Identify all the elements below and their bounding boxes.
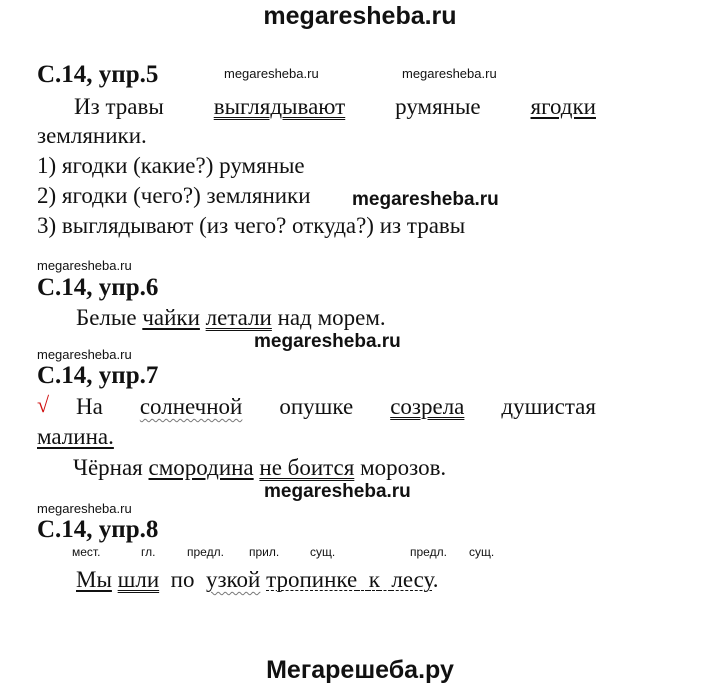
check-icon: √ [37, 392, 50, 417]
pos-label: предл. [410, 545, 447, 559]
ex8-sentence [76, 567, 439, 593]
word: опушке [279, 394, 354, 419]
adverbial: тропинке [266, 567, 358, 592]
ex8-title: С.14, упр.8 [37, 516, 159, 543]
watermark: megaresheba.ru [37, 501, 132, 516]
ex6-sentence [76, 305, 386, 331]
subject: Мы [76, 567, 112, 592]
pos-label: сущ. [469, 545, 495, 559]
ex7-title: С.14, упр.7 [37, 362, 159, 389]
ex7-sentence-line2 [37, 424, 114, 450]
word: . [432, 567, 439, 592]
ex5-item: 1) ягодки (какие?) румяные [37, 153, 305, 178]
word: по [170, 567, 195, 592]
watermark: megaresheba.ru [402, 66, 497, 81]
pos-label: предл. [187, 545, 224, 559]
word: румяные [395, 94, 481, 119]
pos-label: гл. [141, 545, 156, 559]
pos-label: мест. [72, 545, 101, 559]
predicate: выглядывают [213, 94, 346, 119]
ex5-sentence-line2: земляники. [37, 123, 147, 148]
watermark: megaresheba.ru [37, 258, 132, 273]
watermark: megaresheba.ru [37, 347, 132, 362]
definition: солнечной [139, 394, 243, 419]
site-footer: Мегарешеба.ру [266, 656, 454, 684]
watermark: megaresheba.ru [264, 481, 411, 502]
predicate: шли [117, 567, 160, 592]
ex7-sentence2 [73, 455, 446, 481]
predicate: не боится [259, 455, 355, 480]
ex5-sentence-line1 [37, 94, 596, 120]
pos-label: прил. [249, 545, 280, 559]
pos-label: сущ. [310, 545, 336, 559]
word: Чёрная [73, 455, 143, 480]
subject: чайки [142, 305, 200, 330]
word: над морем. [277, 305, 386, 330]
predicate: созрела [390, 394, 465, 419]
word: морозов. [360, 455, 447, 480]
word: Белые [76, 305, 137, 330]
subject: малина. [37, 424, 114, 449]
word: Из травы [74, 94, 164, 119]
site-header: megaresheba.ru [263, 2, 457, 30]
watermark: megaresheba.ru [254, 331, 401, 352]
adverbial: лесу [391, 567, 433, 592]
ex6-title: С.14, упр.6 [37, 274, 159, 301]
ex5-item: 2) ягодки (чего?) земляники [37, 183, 311, 208]
subject: ягодки [530, 94, 596, 119]
word: к [368, 567, 380, 592]
word: На [76, 394, 103, 419]
watermark: megaresheba.ru [352, 189, 499, 210]
subject: смородина [148, 455, 254, 480]
ex7-sentence-line1 [76, 394, 596, 420]
word: душистая [501, 394, 596, 419]
watermark: megaresheba.ru [224, 66, 319, 81]
ex5-item: 3) выглядывают (из чего? откуда?) из травы [37, 213, 466, 238]
ex5-title: С.14, упр.5 [37, 61, 159, 88]
predicate: летали [205, 305, 272, 330]
definition: узкой [205, 567, 261, 592]
